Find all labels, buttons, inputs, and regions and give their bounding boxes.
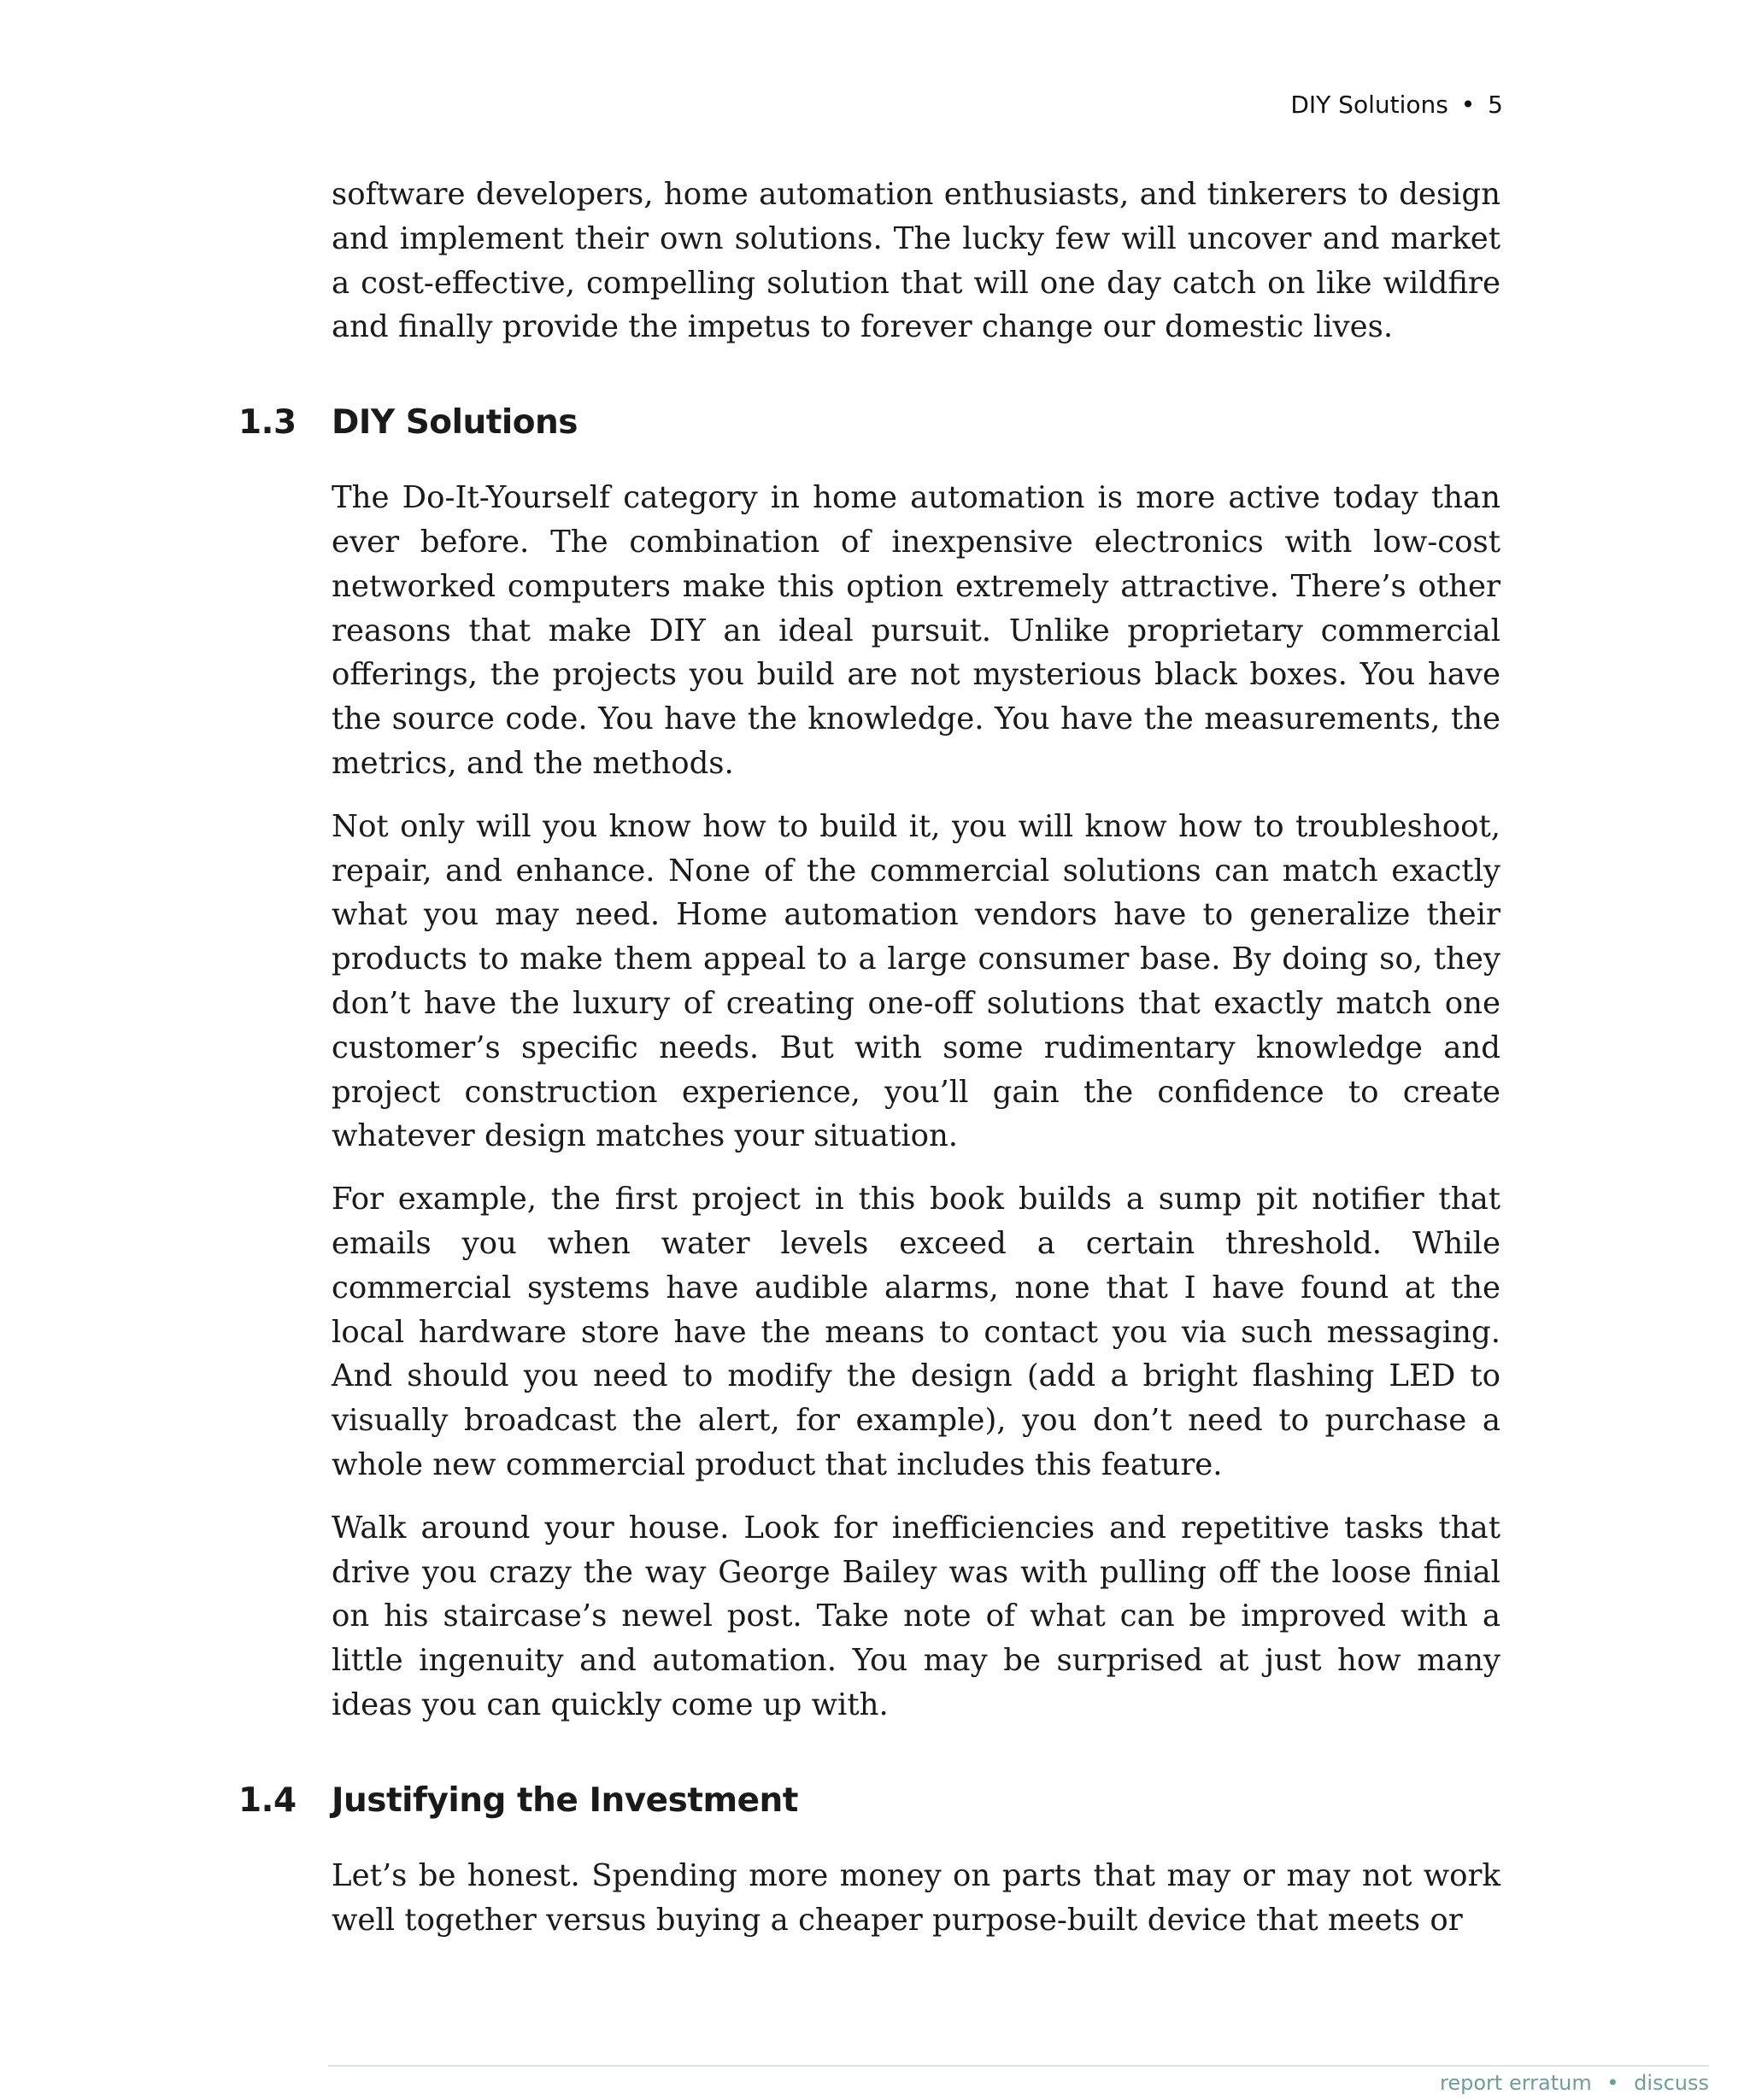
intro-paragraph: software developers, home automation enthusiasts, and tinkerers to design and implement their own solutions. The lucky few will uncover and market a cost-effective, compelling solution that will one day catch on like wildfire and finally provide the impetus to forever change our domestic lives. <box>332 177 1500 345</box>
paragraph: Not only will you know how to build it, you will know how to troubleshoot, repair, and enhance. None of the commercial solutions can match exactly what you may need. Home automation vendors have to generalize their products to make them appeal to a large consumer base. By doing so, they don’t have the luxury of creating one-off solutions that exactly match one customer’s specific needs. But with some rudimentary knowledge and project construction experience, you’ll gain the confidence to create whatever design matches your situation. <box>332 808 1500 1154</box>
section-title: DIY Solutions <box>332 403 578 443</box>
running-header-bullet: • <box>1460 91 1476 119</box>
paragraph: For example, the first project in this book builds a sump pit notifier that emails you when water levels exceed a certain threshold. While commercial systems have audible alarms, none that I have found at the local hardware store have the means to contact you via such messaging. And should you need to modify the design (add a bright flashing LED to visually broadcast the alert, for example), you don’t need to purchase a whole new commercial product that includes this feature. <box>332 1182 1500 1482</box>
section-number: 1.3 <box>238 403 297 443</box>
section-number: 1.4 <box>238 1780 297 1820</box>
report-erratum-link[interactable]: report erratum <box>1440 2071 1592 2095</box>
footer-divider <box>328 2065 1709 2067</box>
page-body <box>238 173 1500 1961</box>
paragraph: Walk around your house. Look for inefficiencies and repetitive tasks that drive you crazy the way George Bailey was with pulling off the loose finial on his staircase’s newel post. Take note of what can be improved with a little ingenuity and automation. You may be surprised at just how many ideas you can quickly come up with. <box>332 1510 1500 1722</box>
footer-separator: • <box>1606 2071 1619 2095</box>
running-header-section: DIY Solutions <box>1290 91 1448 119</box>
footer-links <box>1440 2071 1709 2095</box>
paragraph: The Do-It-Yourself category in home automation is more active today than ever before. The combination of inexpensive electronics with low-cost networked computers make this option extremely attractive. There’s other reasons that make DIY an ideal pursuit. Unlike proprietary commercial offerings, the projects you build are not mysterious black boxes. You have the source code. You have the knowledge. You have the measurements, the metrics, and the methods. <box>332 480 1500 781</box>
section-heading-1-4 <box>238 1780 1500 1821</box>
page-number: 5 <box>1488 91 1503 119</box>
running-header <box>1290 91 1503 119</box>
discuss-link[interactable]: discuss <box>1634 2071 1709 2095</box>
section-title: Justifying the Investment <box>332 1780 798 1820</box>
paragraph: Let’s be honest. Spending more money on parts that may or may not work well together versus buying a cheaper purpose-built device that meets or <box>332 1857 1500 1938</box>
section-heading-1-3 <box>238 402 1500 443</box>
